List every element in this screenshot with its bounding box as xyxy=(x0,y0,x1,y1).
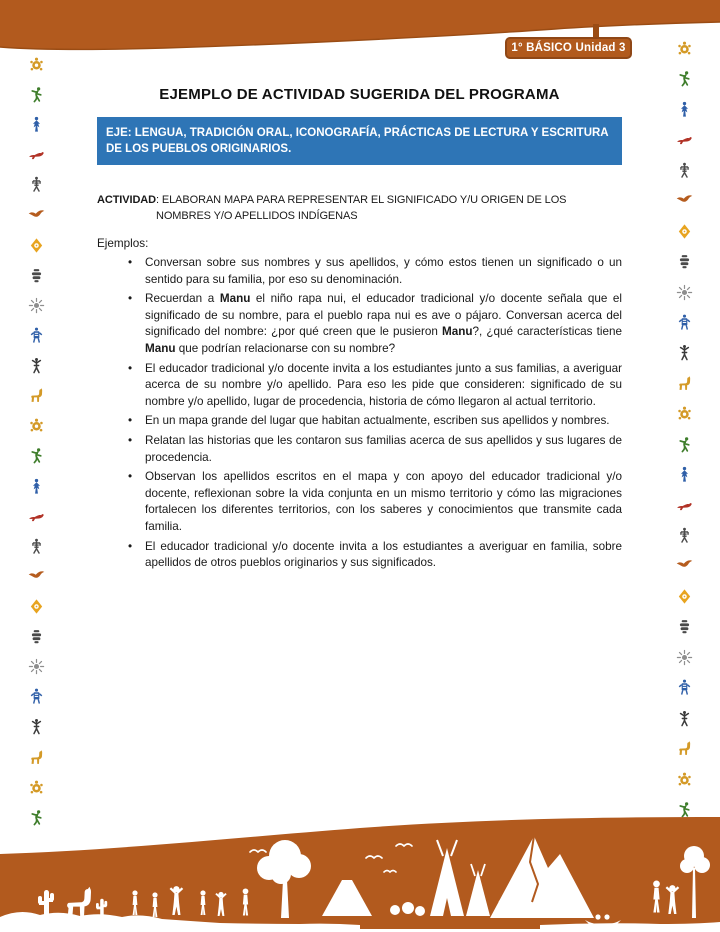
activity-label: ACTIVIDAD xyxy=(97,194,156,206)
sun-icon xyxy=(676,649,693,666)
example-bullet: • Recuerdan a Manu el niño rapa nui, el educador tradicional y/o docente señala que el significado de su nombre, para el pueblo rapa nui es ave o pájaro. Conversan acerca del significado del nombre: ¿por qué creen que le pusieron Manu?, ¿qué características tiene Manu que podrían relacionarse con su nombre? xyxy=(97,291,622,357)
llama-icon xyxy=(676,740,693,757)
example-bullet: • En un mapa grande del lugar que habitan actualmente, escriben sus apellidos y nombres. xyxy=(97,413,622,430)
flower-diamond-icon xyxy=(28,237,45,254)
turtle-icon xyxy=(676,40,693,57)
sun-icon xyxy=(28,297,45,314)
turtle-icon xyxy=(676,405,693,422)
turtle-icon xyxy=(28,779,45,796)
footer-landscape xyxy=(0,812,720,932)
blue-figure-icon xyxy=(28,478,45,495)
lizard-dancer-icon xyxy=(28,447,45,464)
llama-icon xyxy=(28,387,45,404)
totem-man-icon xyxy=(676,527,693,544)
right-icon-column xyxy=(673,40,695,818)
lizard-dancer-icon xyxy=(28,86,45,103)
lizard-dancer-icon xyxy=(676,70,693,87)
standing-man-icon xyxy=(676,710,693,727)
flower-diamond-icon xyxy=(676,588,693,605)
examples-list xyxy=(97,255,622,572)
turtle-icon xyxy=(28,56,45,73)
activity-line xyxy=(97,192,622,224)
clay-pot-icon xyxy=(28,267,45,284)
clay-pot-icon xyxy=(676,618,693,635)
clay-pot-icon xyxy=(28,628,45,645)
blue-figure-icon xyxy=(676,466,693,483)
unit-badge: 1° BÁSICO Unidad 3 xyxy=(505,37,632,59)
example-bullet: • El educador tradicional y/o docente invita a los estudiantes a averiguar en familia, sobre apellidos de otros pueblos originarios y sus significados. xyxy=(97,539,622,572)
standing-man-icon xyxy=(28,357,45,374)
fox-icon xyxy=(28,508,45,525)
sun-icon xyxy=(676,284,693,301)
clay-pot-icon xyxy=(676,253,693,270)
standing-man-icon xyxy=(676,344,693,361)
example-bullet: • El educador tradicional y/o docente invita a los estudiantes junto a sus familias, a averiguar acerca de su nombre y/o apellido. Para eso les pide que consideren: significado de su nombre y/o apellido, lugar de procedencia, historia de cómo llegaron al actual territorio. xyxy=(97,361,622,411)
example-bullet: • Conversan sobre sus nombres y sus apellidos, y cómo estos tienen un significado o un sentido para su familia, por eso su denominación. xyxy=(97,255,622,288)
condor-icon xyxy=(28,568,45,585)
fox-icon xyxy=(676,497,693,514)
lizard-dancer-icon xyxy=(676,436,693,453)
llama-icon xyxy=(28,749,45,766)
left-icon-column xyxy=(25,56,47,826)
flower-diamond-icon xyxy=(676,223,693,240)
blue-totem-icon xyxy=(676,679,693,696)
condor-icon xyxy=(676,192,693,209)
eje-banner: EJE: LENGUA, TRADICIÓN ORAL, ICONOGRAFÍA, PRÁCTICAS DE LECTURA Y ESCRITURA DE LOS PUEBLOS ORIGINARIOS. xyxy=(97,117,622,165)
page-title: EJEMPLO DE ACTIVIDAD SUGERIDA DEL PROGRAMA xyxy=(159,86,560,103)
blue-figure-icon xyxy=(676,101,693,118)
blue-totem-icon xyxy=(676,314,693,331)
blue-totem-icon xyxy=(28,688,45,705)
document-content xyxy=(97,86,622,575)
flower-diamond-icon xyxy=(28,598,45,615)
activity-text: : ELABORAN MAPA PARA REPRESENTAR EL SIGNIFICADO Y/U ORIGEN DE LOS NOMBRES Y/O APELLIDOS INDÍGENAS xyxy=(156,194,567,222)
totem-man-icon xyxy=(28,176,45,193)
example-bullet: • Observan los apellidos escritos en el mapa y con apoyo del educador tradicional y/o docente, reflexionan sobre la vida conjunta en un mismo territorio y cómo las migraciones fortalecen los diferentes territorios, con los saberes y conocimientos que transmite cada familia. xyxy=(97,469,622,535)
turtle-icon xyxy=(676,771,693,788)
totem-man-icon xyxy=(28,538,45,555)
examples-heading: Ejemplos: xyxy=(97,237,149,250)
totem-man-icon xyxy=(676,162,693,179)
sun-icon xyxy=(28,658,45,675)
condor-icon xyxy=(676,557,693,574)
fox-icon xyxy=(28,146,45,163)
standing-man-icon xyxy=(28,718,45,735)
example-bullet: • Relatan las historias que les contaron sus familias acerca de sus apellidos y sus lugares de procedencia. xyxy=(97,433,622,466)
fox-icon xyxy=(676,131,693,148)
turtle-icon xyxy=(28,417,45,434)
blue-figure-icon xyxy=(28,116,45,133)
llama-icon xyxy=(676,375,693,392)
blue-totem-icon xyxy=(28,327,45,344)
condor-icon xyxy=(28,207,45,224)
